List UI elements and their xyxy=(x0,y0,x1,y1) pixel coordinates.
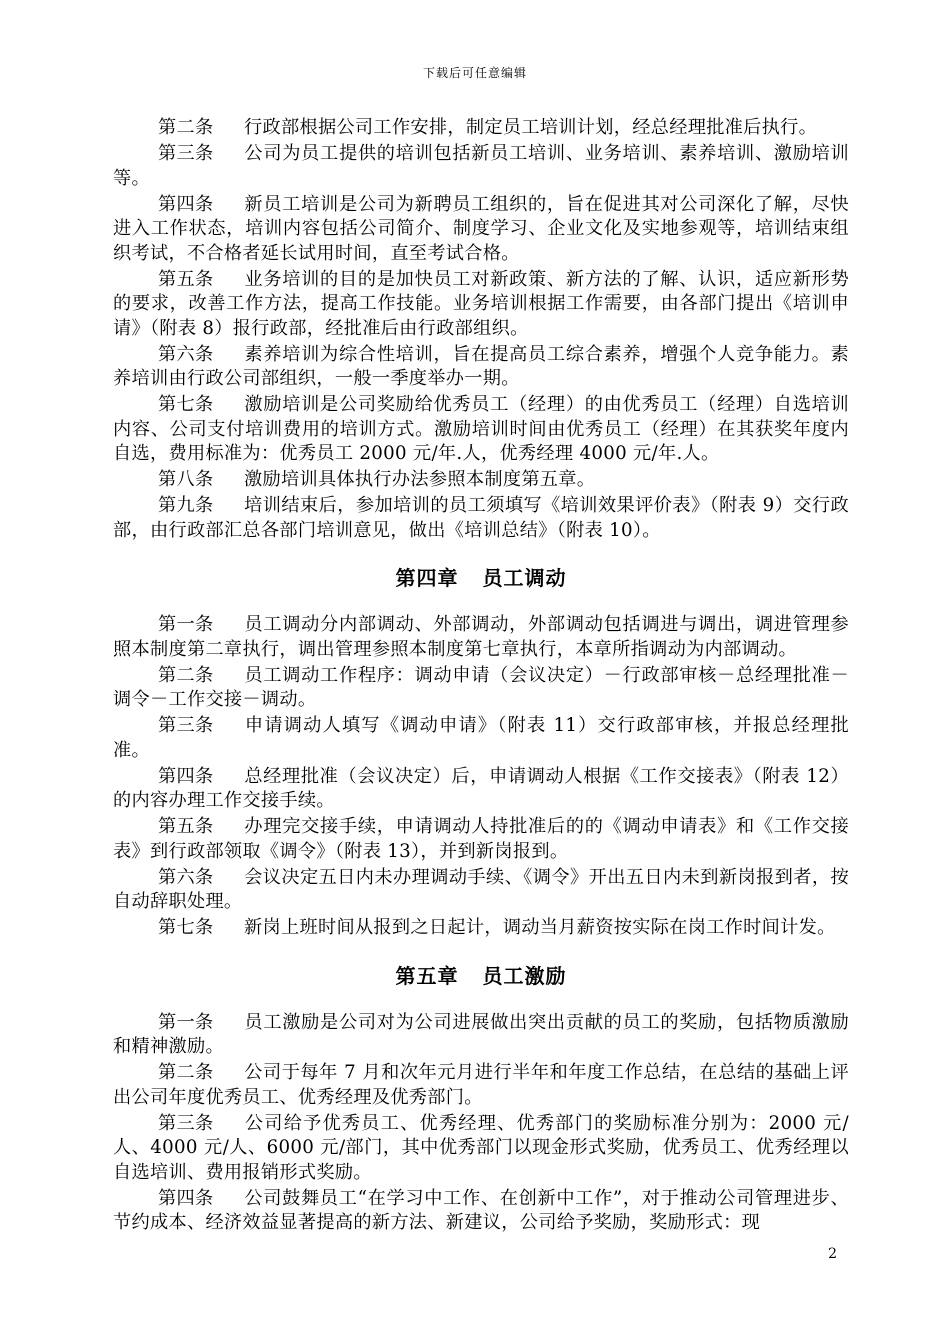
document-body xyxy=(113,116,849,1237)
article-text: 新员工培训是公司为新聘员工组织的，旨在促进其对公司深化了解，尽快进入工作状态，培训内容包括公司简介、制度学习、企业文化及实地参观等，培训结束组织考试，不合格者延长试用时间，直至考试合格。 xyxy=(113,193,849,264)
chapter-title: 员工调动 xyxy=(482,566,567,590)
article-number: 第六条 xyxy=(158,343,214,365)
article-number: 第八条 xyxy=(158,469,214,490)
article-number: 第四条 xyxy=(158,1187,214,1209)
article-number: 第九条 xyxy=(158,495,214,516)
article xyxy=(113,664,849,713)
section-training xyxy=(113,116,849,543)
article-number: 第三条 xyxy=(158,1112,214,1134)
article xyxy=(113,343,849,392)
article-text: 激励培训是公司奖励给优秀员工（经理）的由优秀员工（经理）自选培训内容、公司支付培训费用的培训方式。激励培训时间由优秀员工（经理）在其获奖年度内自选，费用标准为：优秀员工 2000 元/年.人，优秀经理 4000 元/年.人。 xyxy=(113,394,849,464)
article-number: 第三条 xyxy=(158,715,214,736)
article xyxy=(113,393,849,467)
article-text: 办理完交接手续，申请调动人持批准后的的《调动申请表》和《工作交接表》到行政部领取《调令》（附表 13），并到新岗报到。 xyxy=(113,816,849,862)
article-text: 行政部根据公司工作安排，制定员工培训计划，经总经理批准后执行。 xyxy=(244,117,818,138)
article-number: 第二条 xyxy=(158,1062,214,1083)
article xyxy=(113,1011,849,1060)
article-number: 第五条 xyxy=(158,268,214,290)
article-text: 激励培训具体执行办法参照本制度第五章。 xyxy=(244,469,596,490)
section-incentive xyxy=(113,963,849,1236)
chapter-number: 第五章 xyxy=(395,963,459,988)
chapter-heading xyxy=(113,963,849,989)
article-text: 素养培训为综合性培训，旨在提高员工综合素养，增强个人竞争能力。素养培训由行政公司部组织，一般一季度举办一期。 xyxy=(113,343,849,389)
article xyxy=(113,714,849,763)
article xyxy=(113,866,849,915)
article-text: 培训结束后，参加培训的员工须填写《培训效果评价表》（附表 9）交行政部，由行政部汇总各部门培训意见，做出《培训总结》（附表 10）。 xyxy=(113,495,849,541)
article xyxy=(113,1061,849,1110)
article-number: 第二条 xyxy=(158,117,214,138)
article-text: 新岗上班时间从报到之日起计，调动当月薪资按实际在岗工作时间计发。 xyxy=(244,917,836,938)
article-number: 第二条 xyxy=(158,664,214,686)
article-text: 员工调动分内部调动、外部调动，外部调动包括调进与调出，调进管理参照本制度第二章执行，调出管理参照本制度第七章执行，本章所指调动为内部调动。 xyxy=(113,614,849,660)
section-transfer xyxy=(113,565,849,941)
article-number: 第三条 xyxy=(158,143,214,164)
article xyxy=(113,268,849,342)
article xyxy=(113,1112,849,1186)
article-number: 第五条 xyxy=(158,816,214,837)
article-number: 第四条 xyxy=(158,193,214,215)
article-number: 第六条 xyxy=(158,866,214,888)
article xyxy=(113,116,849,141)
page-number: 2 xyxy=(828,1246,837,1262)
article-number: 第七条 xyxy=(158,394,214,415)
article xyxy=(113,193,849,267)
article-text: 申请调动人填写《调动申请》（附表 11）交行政部审核，并报总经理批准。 xyxy=(113,715,849,761)
article-number: 第四条 xyxy=(158,765,214,787)
chapter-heading xyxy=(113,565,849,591)
article-text: 总经理批准（会议决定）后，申请调动人根据《工作交接表》（附表 12）的内容办理工作交接手续。 xyxy=(113,765,849,811)
article-number: 第七条 xyxy=(158,917,214,938)
article xyxy=(113,815,849,864)
article-text: 公司于每年 7 月和次年元月进行半年和年度工作总结，在总结的基础上评出公司年度优秀员工、优秀经理及优秀部门。 xyxy=(113,1062,849,1108)
article-text: 员工调动工作程序：调动申请（会议决定）－行政部审核－总经理批准－调令－工作交接－调动。 xyxy=(113,664,849,710)
article-text: 公司为员工提供的培训包括新员工培训、业务培训、素养培训、激励培训等。 xyxy=(113,143,849,189)
article xyxy=(113,494,849,543)
article-text: 业务培训的目的是加快员工对新政策、新方法的了解、认识，适应新形势的要求，改善工作方法，提高工作技能。业务培训根据工作需要，由各部门提出《培训申请》（附表 8）报行政部，经批准后由行政部组织。 xyxy=(113,268,849,339)
article xyxy=(113,765,849,814)
article xyxy=(113,1187,849,1236)
article-text: 员工激励是公司对为公司进展做出突出贡献的员工的奖励，包括物质激励和精神激励。 xyxy=(113,1011,849,1057)
article-number: 第一条 xyxy=(158,1011,214,1033)
article xyxy=(113,613,849,662)
article-text: 公司鼓舞员工“在学习中工作、在创新中工作”，对于推动公司管理进步、节约成本、经济效益显著提高的新方法、新建议，公司给予奖励，奖励形式：现 xyxy=(113,1187,849,1233)
chapter-title: 员工激励 xyxy=(482,963,567,988)
article-text: 会议决定五日内未办理调动手续、《调令》开出五日内未到新岗报到者，按自动辞职处理。 xyxy=(113,866,849,912)
article-number: 第一条 xyxy=(158,614,214,635)
header-note: 下载后可任意编辑 xyxy=(422,66,527,80)
article xyxy=(113,916,849,941)
article xyxy=(113,142,849,191)
article xyxy=(113,468,849,493)
article-text: 公司给予优秀员工、优秀经理、优秀部门的奖励标准分别为：2000 元/人、4000 元/人、6000 元/部门，其中优秀部门以现金形式奖励，优秀员工、优秀经理以自选培训、费用报销形式奖励。 xyxy=(113,1112,849,1183)
chapter-number: 第四章 xyxy=(395,566,459,590)
